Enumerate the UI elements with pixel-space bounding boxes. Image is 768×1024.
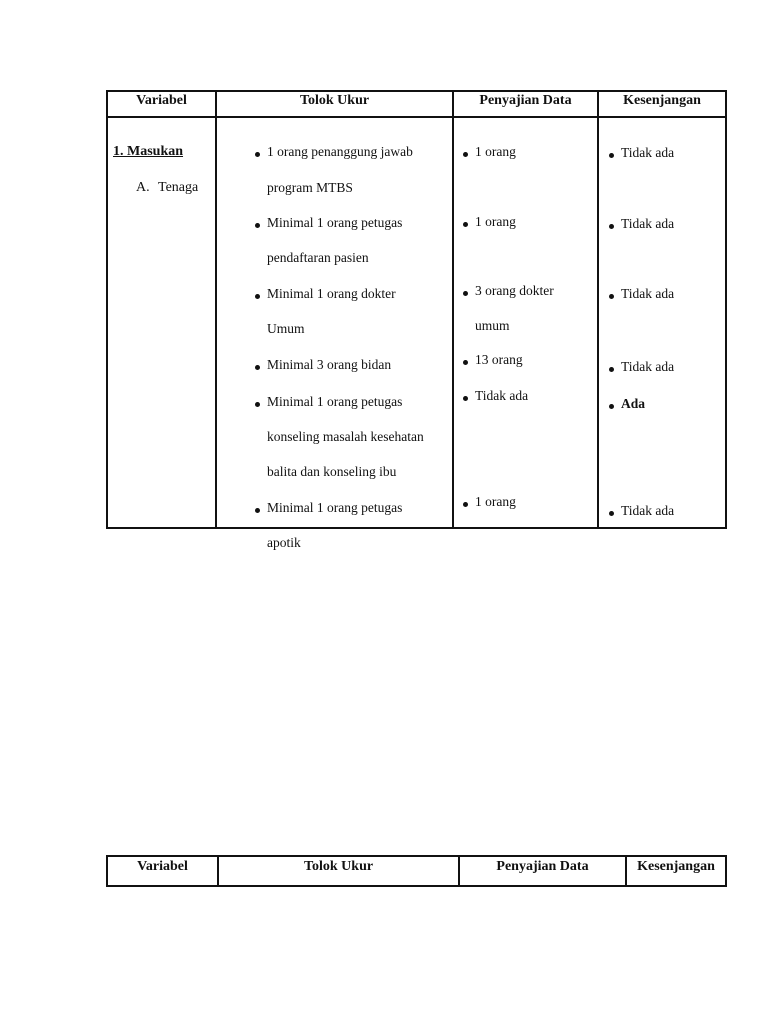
table-header-row xyxy=(107,856,726,886)
list-item-continuation: apotik xyxy=(267,535,301,550)
list-item-highlight: Ada xyxy=(621,396,646,411)
list-item-continuation: konseling masalah kesehatan xyxy=(267,429,424,444)
header-penyajian-data: Penyajian Data xyxy=(453,91,598,117)
tolok-ukur-cell xyxy=(216,117,453,550)
list-item-continuation: pendaftaran pasien xyxy=(267,250,369,265)
variabel-cell xyxy=(107,117,216,528)
list-item: Tidak ada xyxy=(621,145,675,160)
continuation-table-header xyxy=(106,855,727,887)
list-item-continuation: umum xyxy=(475,318,510,333)
list-item: Minimal 1 orang petugas xyxy=(267,215,403,230)
table-header-row xyxy=(107,91,726,117)
header-tolok-ukur: Tolok Ukur xyxy=(216,91,453,117)
list-item: Tidak ada xyxy=(621,359,675,374)
header-tolok-ukur: Tolok Ukur xyxy=(218,856,459,886)
list-item: 1 orang xyxy=(475,144,516,159)
assessment-table xyxy=(106,90,727,550)
header-variabel: Variabel xyxy=(107,91,216,117)
header-kesenjangan: Kesenjangan xyxy=(626,856,726,886)
list-item: 13 orang xyxy=(475,352,523,367)
list-item: 1 orang penanggung jawab xyxy=(267,144,413,159)
penyajian-data-cell xyxy=(453,117,598,528)
list-item: 1 orang xyxy=(475,214,516,229)
list-item: Minimal 1 orang petugas xyxy=(267,394,403,409)
table-row xyxy=(107,117,726,528)
header-variabel: Variabel xyxy=(107,856,218,886)
list-item: 1 orang xyxy=(475,494,516,509)
list-item: Minimal 1 orang petugas xyxy=(267,500,403,515)
kesenjangan-cell xyxy=(598,117,726,528)
list-item-continuation: Umum xyxy=(267,321,305,336)
header-kesenjangan: Kesenjangan xyxy=(598,91,726,117)
list-item: Tidak ada xyxy=(621,216,675,231)
list-item: 3 orang dokter xyxy=(475,283,554,298)
list-item-continuation: program MTBS xyxy=(267,180,353,195)
list-item: Minimal 1 orang dokter xyxy=(267,286,396,301)
list-item: Tidak ada xyxy=(621,503,675,518)
list-item: Minimal 3 orang bidan xyxy=(267,357,392,372)
item-label: Tenaga xyxy=(158,180,199,195)
header-penyajian-data: Penyajian Data xyxy=(459,856,626,886)
item-marker: A. xyxy=(136,180,150,195)
list-item: Tidak ada xyxy=(621,286,675,301)
list-item: Tidak ada xyxy=(475,388,529,403)
section-title: 1. Masukan xyxy=(113,144,184,159)
list-item-continuation: balita dan konseling ibu xyxy=(267,464,397,479)
